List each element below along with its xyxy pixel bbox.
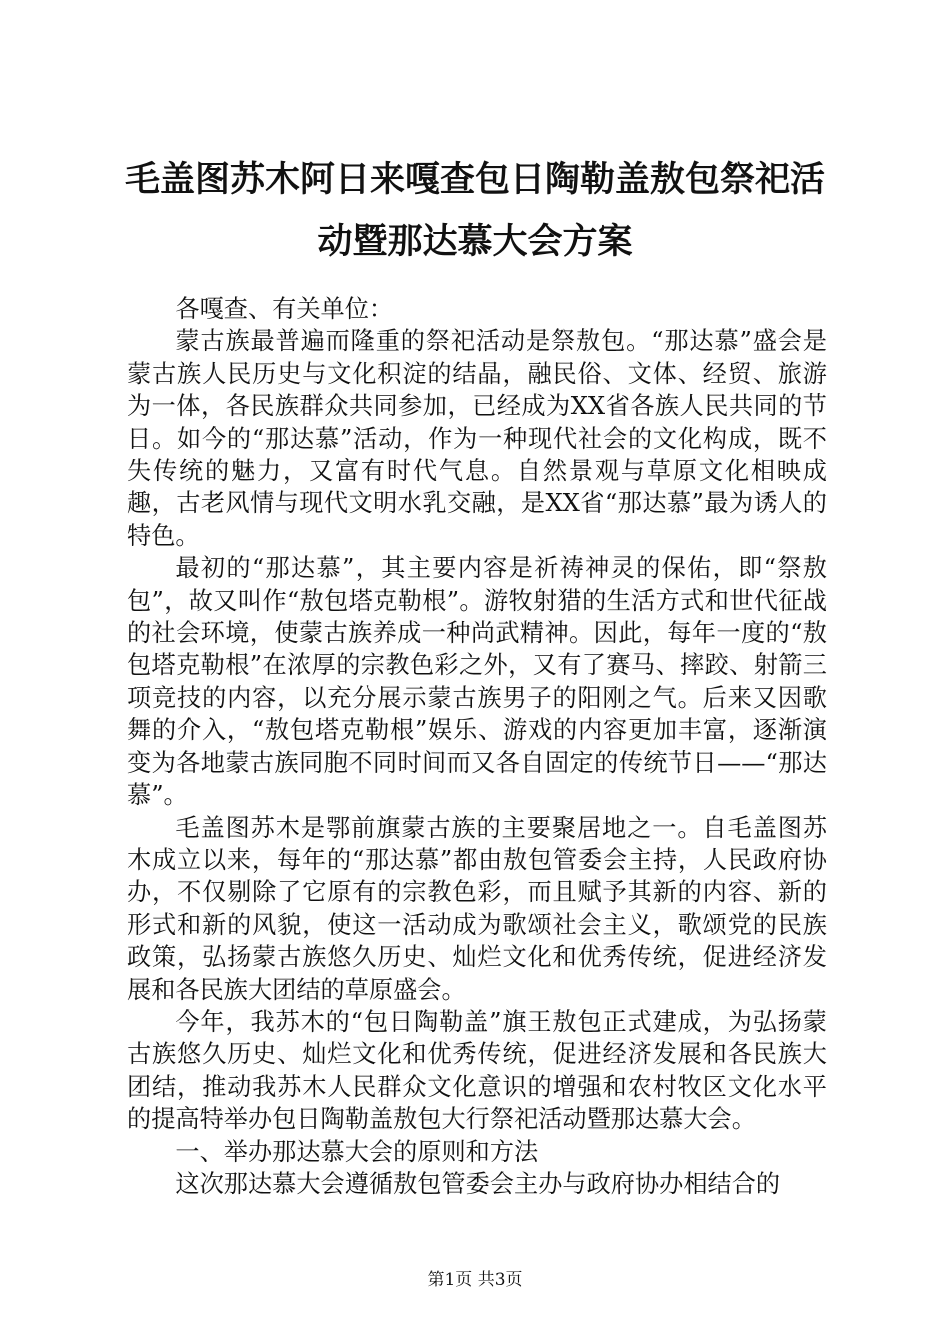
body-paragraph: 最初的“那达慕”，其主要内容是祈祷神灵的保佑，即“祭敖包”，故又叫作“敖包塔克勒根”。游牧射猎的生活方式和世代征战的社会环境，使蒙古族养成一种尚武精神。因此，每年一度的“敖包塔克勒根”在浓厚的宗教色彩之外，又有了赛马、摔跤、射箭三项竞技的内容，以充分展示蒙古族男子的阳刚之气。后来又因歌舞的介入，“敖包塔克勒根”娱乐、游戏的内容更加丰富，逐渐演变为各地蒙古族同胞不同时间而又各自固定的传统节日——“那达慕”。 <box>127 554 827 810</box>
body-paragraph: 蒙古族最普遍而隆重的祭祀活动是祭敖包。“那达慕”盛会是蒙古族人民历史与文化积淀的结晶，融民俗、文体、经贸、旅游为一体，各民族群众共同参加，已经成为XX省各族人民共同的节日。如今的“那达慕”活动，作为一种现代社会的文化构成，既不失传统的魅力，又富有时代气息。自然景观与草原文化相映成趣，古老风情与现代文明水乳交融，是XX省“那达慕”最为诱人的特色。 <box>127 327 827 550</box>
body-paragraph: 这次那达慕大会遵循敖包管委会主办与政府协办相结合的 <box>175 1169 781 1198</box>
section-heading: 一、举办那达慕大会的原则和方法 <box>175 1137 539 1166</box>
page-footer: 第1页 共3页 <box>427 1270 523 1290</box>
document-title-line-2: 动暨那达慕大会方案 <box>317 222 633 262</box>
salutation: 各嘎查、有关单位： <box>175 295 394 323</box>
body-paragraph: 毛盖图苏木是鄂前旗蒙古族的主要聚居地之一。自毛盖图苏木成立以来，每年的“那达慕”都由敖包管委会主持，人民政府协办，不仅剔除了它原有的宗教色彩，而且赋予其新的内容、新的形式和新的风貌，使这一活动成为歌颂社会主义，歌颂党的民族政策，弘扬蒙古族悠久历史、灿烂文化和优秀传统，促进经济发展和各民族大团结的草原盛会。 <box>127 813 827 1004</box>
document-title-line-1: 毛盖图苏木阿日来嘎查包日陶勒盖敖包祭祀活 <box>124 160 825 200</box>
document-body <box>127 293 827 1200</box>
body-paragraph: 今年，我苏木的“包日陶勒盖”旗王敖包正式建成，为弘扬蒙古族悠久历史、灿烂文化和优秀传统，促进经济发展和各民族大团结，推动我苏木人民群众文化意识的增强和农村牧区文化水平的提高特举办包日陶勒盖敖包大行祭祀活动暨那达慕大会。 <box>127 1007 827 1134</box>
